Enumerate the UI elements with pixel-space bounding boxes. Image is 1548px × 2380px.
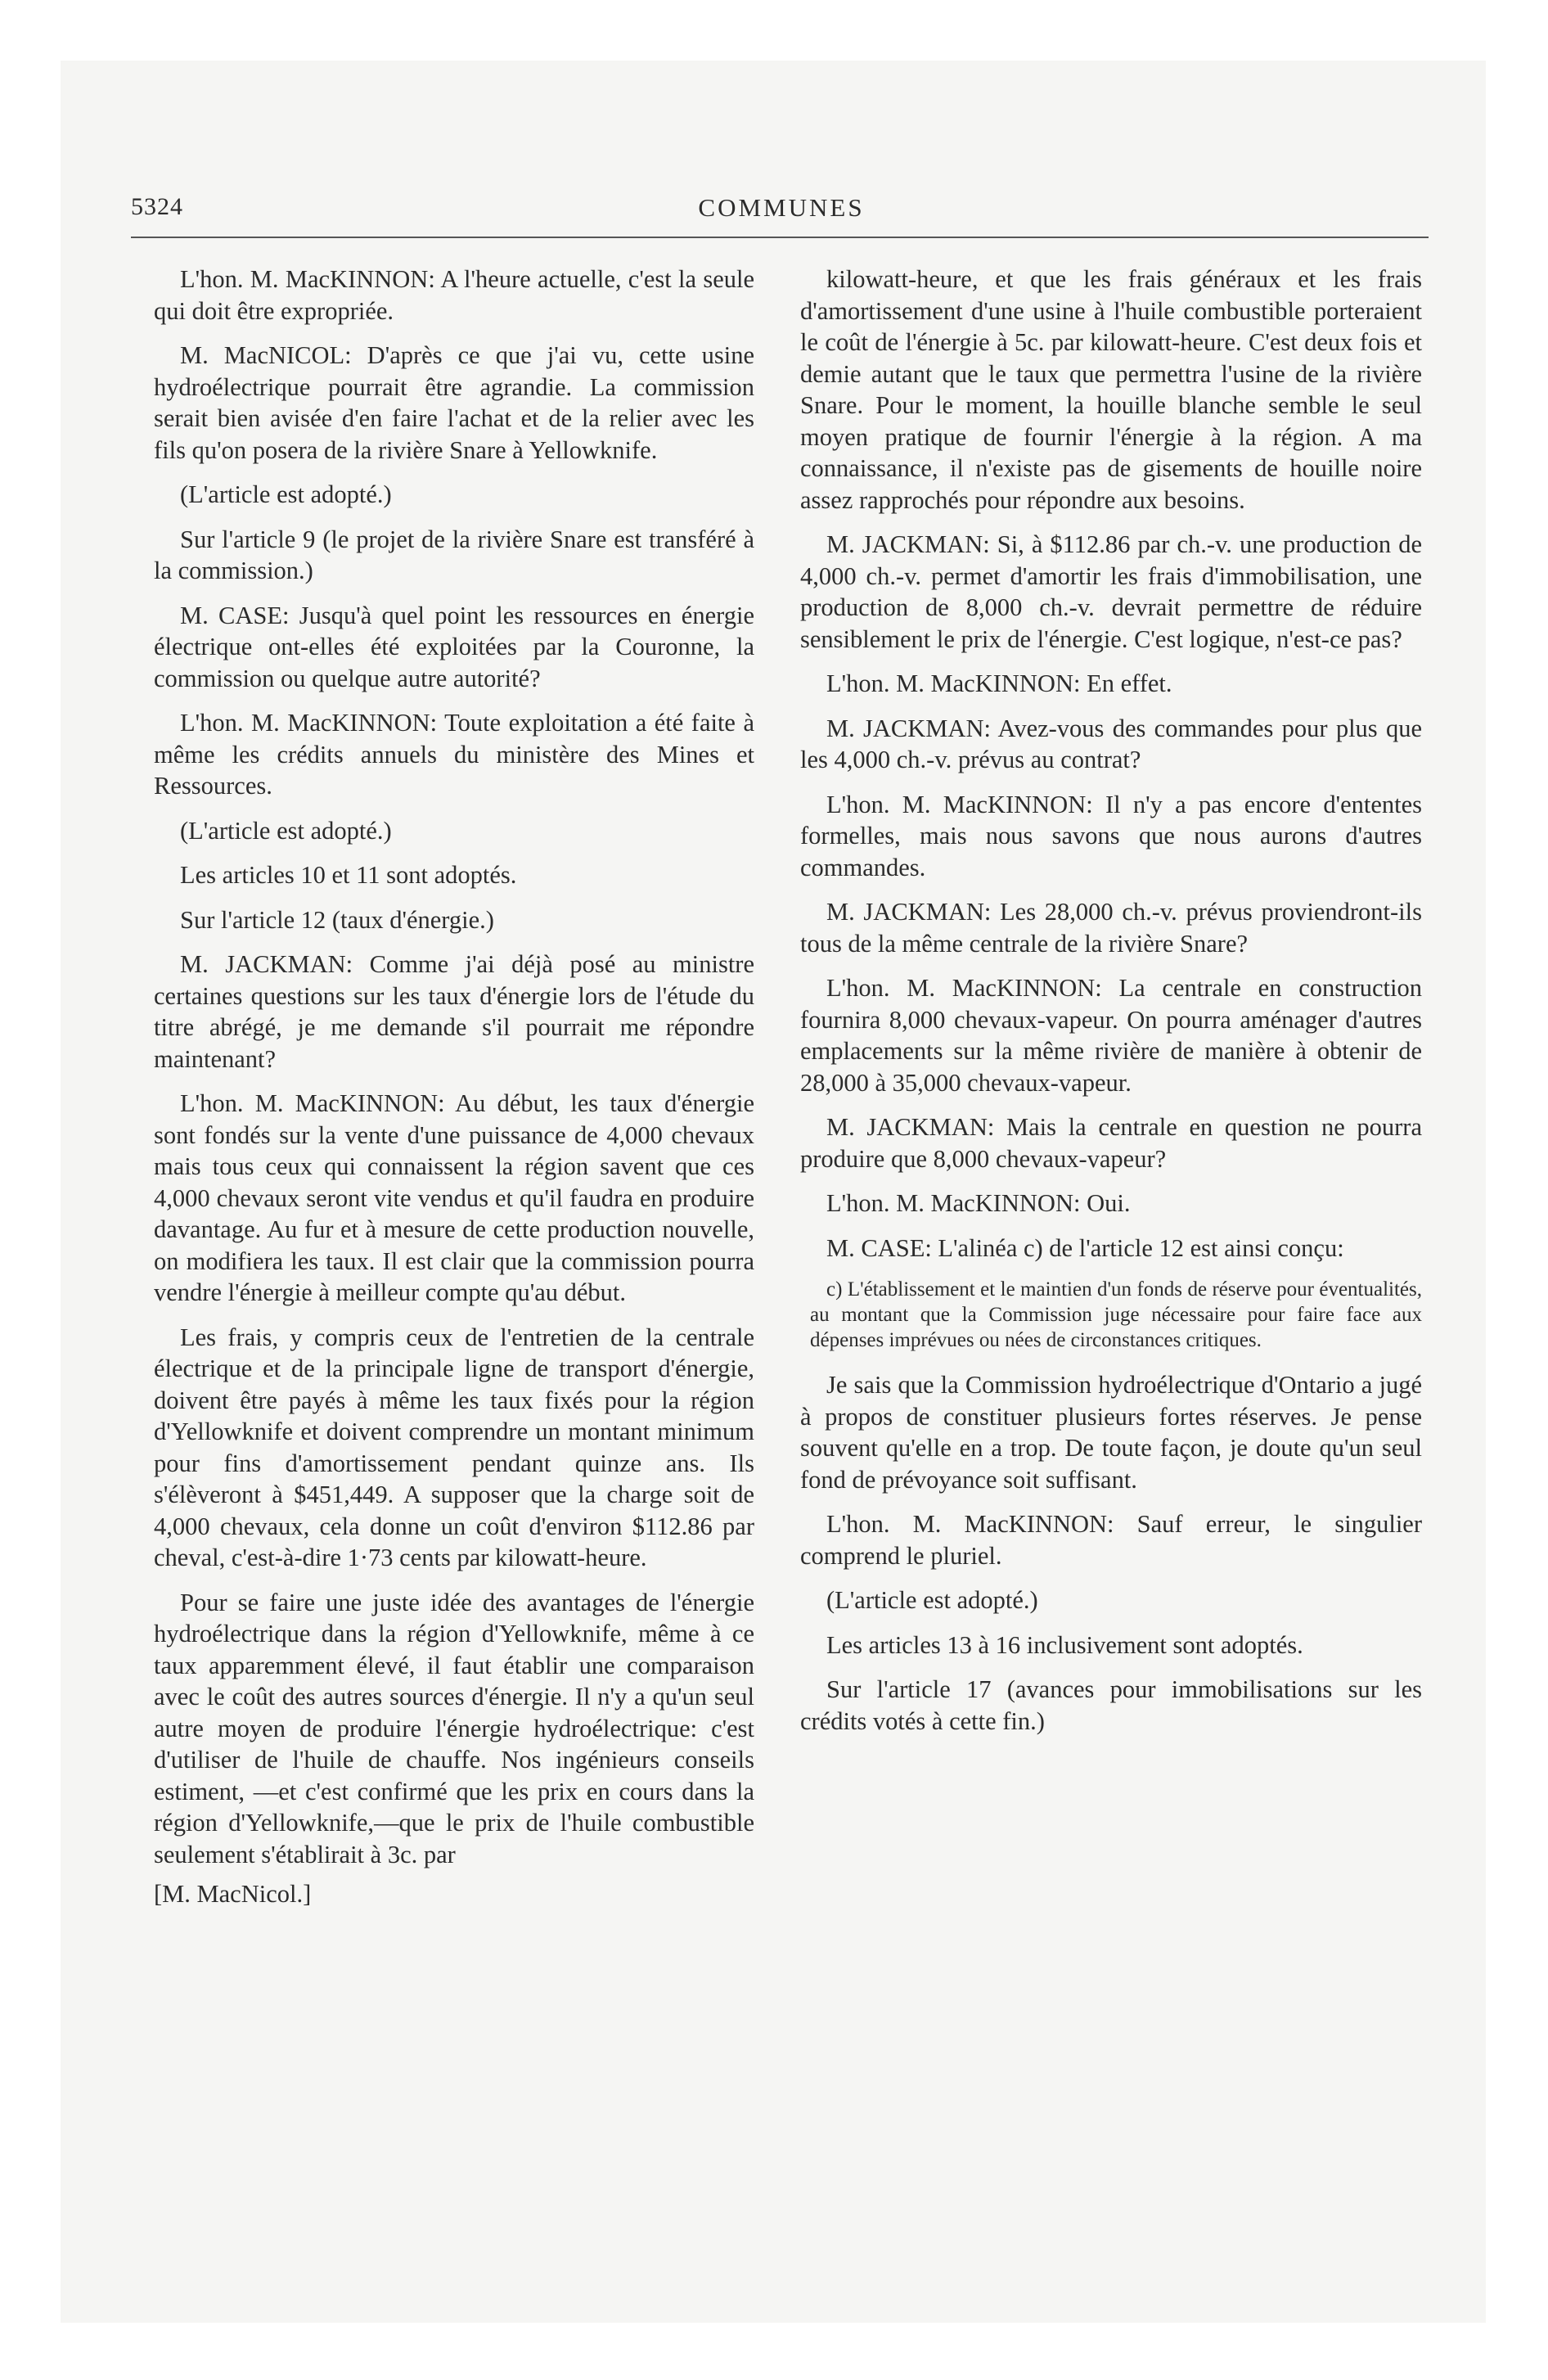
- running-title: COMMUNES: [698, 193, 865, 222]
- paragraph: M. JACKMAN: Avez-vous des commandes pour plus que les 4,000 ch.-v. prévus au contrat?: [800, 714, 1422, 773]
- paragraph: M. CASE: Jusqu'à quel point les ressources en énergie électrique ont-elles été exploitées par la Couronne, la commission ou quelque autre autorité?: [154, 601, 754, 692]
- paragraph: L'hon. M. MacKINNON: Oui.: [826, 1189, 1131, 1217]
- page-header: [131, 193, 1432, 234]
- paragraph: kilowatt-heure, et que les frais généraux et les frais d'amortissement d'une usine à l'huile combustible porteraient le coût de l'énergie à 5c. par kilowatt-heure. C'est deux fois et demie autant que le taux que permettra l'usine de la rivière Snare. Pour le moment, la houille blanche semble le seul moyen pratique de fournir l'énergie à la région. A ma connaissance, il n'existe pas de gisements de houille noire assez rapprochés pour répondre aux besoins.: [800, 265, 1422, 514]
- left-column: [154, 264, 754, 1923]
- paragraph: Sur l'article 9 (le projet de la rivière Snare est transféré à la commission.): [154, 525, 754, 584]
- paragraph: M. JACKMAN: Les 28,000 ch.-v. prévus proviendront-ils tous de la même centrale de la rivière Snare?: [800, 898, 1422, 958]
- paragraph: Sur l'article 12 (taux d'énergie.): [180, 905, 494, 934]
- paragraph: (L'article est adopté.): [180, 816, 392, 845]
- page-number: 5324: [131, 193, 183, 220]
- paragraph: L'hon. M. MacKINNON: A l'heure actuelle, c'est la seule qui doit être expropriée.: [154, 265, 754, 325]
- paragraph: Les articles 10 et 11 sont adoptés.: [180, 861, 517, 889]
- paragraph: Sur l'article 17 (avances pour immobilisations sur les crédits votés à cette fin.): [800, 1675, 1422, 1735]
- paragraph: L'hon. M. MacKINNON: Il n'y a pas encore d'ententes formelles, mais nous savons que nous aurons d'autres commandes.: [800, 790, 1422, 881]
- paragraph: Les articles 13 à 16 inclusivement sont adoptés.: [826, 1630, 1303, 1659]
- paragraph: (L'article est adopté.): [180, 480, 392, 508]
- paragraph: L'hon. M. MacKINNON: La centrale en construction fournira 8,000 chevaux-vapeur. On pourra aménager d'autres emplacements sur la même rivière de manière à obtenir de 28,000 à 35,000 chevaux-vapeur.: [800, 974, 1422, 1097]
- right-column: [800, 264, 1422, 1750]
- paragraph: Je sais que la Commission hydroélectrique d'Ontario a jugé à propos de constituer plusieurs fortes réserves. Je pense souvent qu'elle en a trop. De toute façon, je doute qu'un seul fond de prévoyance soit suffisant.: [800, 1371, 1422, 1494]
- paragraph: L'hon. M. MacKINNON: Au début, les taux d'énergie sont fondés sur la vente d'une puissance de 4,000 chevaux mais tous ceux qui connaissent la région savent que ces 4,000 chevaux seront vite vendus et qu'il faudra en produire davantage. Au fur et à mesure de cette production nouvelle, on modifiera les taux. Il est clair que la commission pourra vendre l'énergie à meilleur compte qu'au début.: [154, 1089, 754, 1306]
- paragraph: M. MacNICOL: D'après ce que j'ai vu, cette usine hydroélectrique pourrait être agrandie. La commission serait bien avisée d'en faire l'achat et de la relier avec les fils qu'on posera de la rivière Snare à Yellowknife.: [154, 341, 754, 464]
- paragraph: Les frais, y compris ceux de l'entretien de la centrale électrique et de la principale ligne de transport d'énergie, doivent être payés à même les taux fixés pour la région d'Yellowknife et doivent comprendre un montant minimum pour fins d'amortissement pendant quinze ans. Ils s'élèveront à $451,449. A supposer que la charge soit de 4,000 chevaux, cela donne un coût d'environ $112.86 par cheval, c'est-à-dire 1·73 cents par kilowatt-heure.: [154, 1323, 754, 1571]
- paragraph: L'hon. M. MacKINNON: En effet.: [826, 669, 1172, 697]
- header-rule: [131, 237, 1429, 238]
- paragraph: L'hon. M. MacKINNON: Toute exploitation a été faite à même les crédits annuels du ministère des Mines et Ressources.: [154, 709, 754, 800]
- paragraph: M. JACKMAN: Comme j'ai déjà posé au ministre certaines questions sur les taux d'énergie lors de l'étude du titre abrégé, je me demande s'il pourrait me répondre maintenant?: [154, 950, 754, 1073]
- paragraph: L'hon. M. MacKINNON: Sauf erreur, le singulier comprend le pluriel.: [800, 1510, 1422, 1570]
- paragraph: M. JACKMAN: Si, à $112.86 par ch.-v. une production de 4,000 ch.-v. permet d'amortir les frais d'immobilisation, une production de 8,000 ch.-v. devrait permettre de réduire sensiblement le prix de l'énergie. C'est logique, n'est-ce pas?: [800, 530, 1422, 653]
- speaker-signature: [M. MacNicol.]: [154, 1880, 312, 1908]
- paragraph: Pour se faire une juste idée des avantages de l'énergie hydroélectrique dans la région d'Yellowknife, même à ce taux apparemment élevé, il faut établir une comparaison avec le coût des autres sources d'énergie. Il n'y a qu'un seul autre moyen de produire l'énergie hydroélectrique: c'est d'utiliser de l'huile de chauffe. Nos ingénieurs conseils estiment, —et c'est confirmé que les prix en cours dans la région d'Yellowknife,—que le prix de l'huile combustible seulement s'établirait à 3c. par: [154, 1588, 754, 1868]
- paragraph: M. CASE: L'alinéa c) de l'article 12 est ainsi conçu:: [826, 1233, 1344, 1262]
- paragraph: (L'article est adopté.): [826, 1586, 1038, 1614]
- paragraph: M. JACKMAN: Mais la centrale en question ne pourra produire que 8,000 chevaux-vapeur?: [800, 1113, 1422, 1173]
- quoted-clause: c) L'établissement et le maintien d'un fonds de réserve pour éventualités, au montant que la Commission juge nécessaire pour faire face aux dépenses imprévues ou nées de circonstances critiques.: [810, 1278, 1422, 1351]
